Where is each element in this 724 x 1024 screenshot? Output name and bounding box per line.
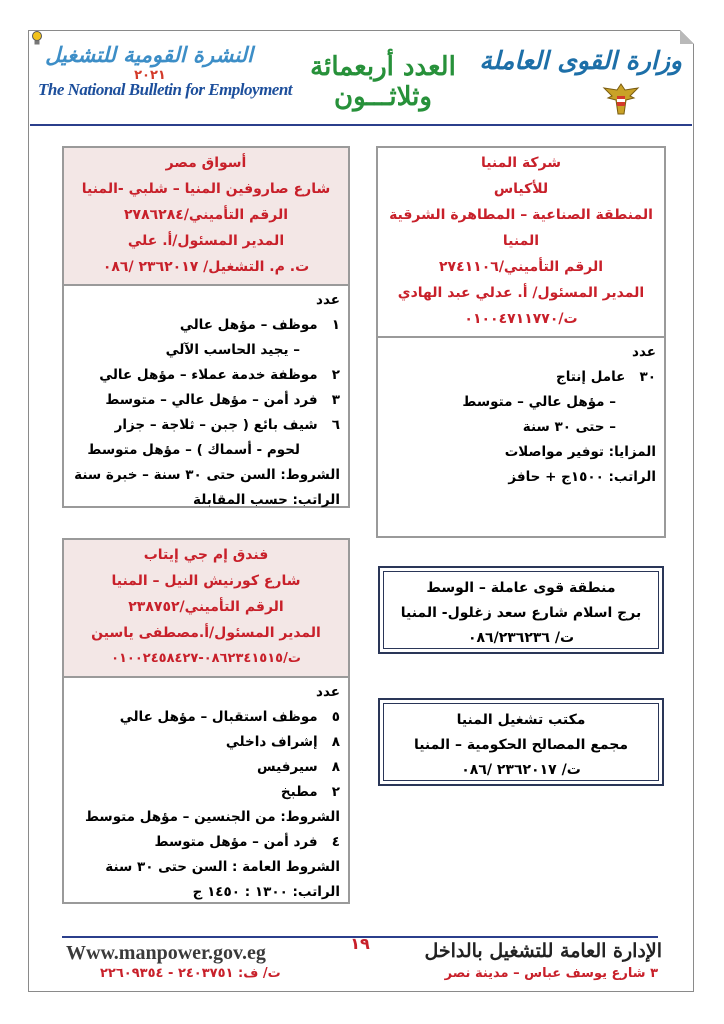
company-phone: ت/٠٨٦٢٣٤١٥١٥-٠١٠٠٢٤٥٨٤٢٧	[111, 651, 301, 666]
office-employment-inner	[383, 703, 659, 781]
job-row	[384, 365, 656, 390]
office-zone-name: منطقة قوى عاملة – الوسط	[426, 580, 616, 596]
job-count: ٨	[331, 759, 340, 775]
listing-header	[64, 148, 348, 284]
job-count: ٥	[331, 709, 340, 725]
listing-body	[378, 338, 664, 490]
job-count: ٢	[331, 784, 340, 800]
job-row	[70, 730, 340, 755]
job-title: سيرفيس	[257, 759, 318, 775]
company-address: شارع صاروفين المنيا – شلبي -المنيا	[81, 181, 331, 197]
office-zone-address: برج اسلام شارع سعد زغلول- المنيا	[400, 605, 642, 621]
ministry-title: وزارة القوى العاملة	[479, 46, 682, 75]
office-employment-name: مكتب تشغيل المنيا	[456, 712, 586, 728]
job-count: ٣	[331, 392, 340, 408]
listing-hotel	[62, 538, 350, 904]
conditions: الشروط: السن حتى ٣٠ سنة – خبرة سنة	[74, 467, 340, 483]
page-corner-fold	[680, 30, 694, 44]
office-employment-address: مجمع المصالح الحكومية – المنيا	[413, 737, 629, 753]
manager-name: المدير المسئول/ أ. عدلي عبد الهادي	[397, 285, 645, 301]
bulletin-year: ٢٠٢١	[134, 68, 166, 83]
lamp-icon	[30, 30, 44, 46]
job-count: ٨	[331, 734, 340, 750]
manager-name: المدير المسئول/أ. علي	[127, 233, 285, 249]
listing-header	[64, 540, 348, 676]
issue-title: العدد أربعمائة وثلاثـــون	[310, 52, 456, 112]
company-name: أسواق مصر	[165, 155, 247, 171]
manager-name: المدير المسئول/أ.مصطفى ياسين	[91, 625, 321, 641]
footer-address: ٣ شارع يوسف عباس – مدينة نصر	[444, 966, 658, 981]
salary: الراتب: ١٥٠٠ج + حافز	[508, 469, 656, 485]
job-title: فرد أمن – مؤهل متوسط	[154, 834, 318, 850]
job-count: ٤	[331, 834, 340, 850]
office-employment-phone: ت/ ٢٣٦٢٠١٧ /٠٨٦	[461, 762, 581, 778]
job-row: – يجيد الحاسب الآلي	[165, 342, 300, 358]
job-title: فرد أمن – مؤهل عالي – متوسط	[105, 392, 318, 408]
job-row	[70, 413, 340, 438]
insurance-number: الرقم التأميني/٢٣٨٧٥٢	[128, 599, 284, 615]
insurance-number: الرقم التأميني/٢٧٤١١٠٦	[438, 259, 603, 275]
job-row	[70, 830, 340, 855]
job-title: موظفة خدمة عملاء – مؤهل عالي	[99, 367, 318, 383]
listing-minya-bags	[376, 146, 666, 538]
office-employment-box	[378, 698, 664, 786]
office-zone-phone: ت/ ٠٨٦/٢٣٦٢٣٦	[467, 630, 575, 646]
page-number: ١٩	[350, 934, 370, 953]
job-row: – مؤهل عالي – متوسط	[462, 394, 616, 410]
job-row	[70, 780, 340, 805]
job-count: ٢	[331, 367, 340, 383]
salary: الراتب: ١٣٠٠ : ١٤٥٠ ج	[192, 884, 340, 900]
job-title: إشراف داخلي	[225, 734, 318, 750]
listing-body	[64, 286, 348, 513]
job-row	[70, 363, 340, 388]
job-title: موظف استقبال – مؤهل عالي	[119, 709, 318, 725]
listing-aswaq-misr	[62, 146, 350, 508]
general-conditions: الشروط العامة : السن حتى ٣٠ سنة	[105, 859, 340, 875]
website-link[interactable]: Www.manpower.gov.eg	[66, 942, 266, 964]
company-name: فندق إم جي إيتاب	[143, 547, 269, 563]
company-phone: ت/٠١٠٠٤٧١١٧٧٠	[464, 311, 578, 327]
job-title: مطبخ	[280, 784, 318, 800]
benefits: المزايا: توفير مواصلات	[504, 444, 656, 460]
job-title: موظف – مؤهل عالي	[179, 317, 318, 333]
footer-phone: ت/ ف: ٢٤٠٣٧٥١ - ٢٢٦٠٩٣٥٤	[100, 966, 281, 981]
count-header: عدد	[316, 684, 340, 700]
job-row	[70, 705, 340, 730]
office-zone-inner	[383, 571, 659, 649]
job-row	[70, 313, 340, 338]
insurance-number: الرقم التأميني/٢٧٨٦٢٨٤	[123, 207, 288, 223]
company-address: المنطقة الصناعية – المطاهرة الشرقية	[389, 207, 653, 223]
job-count: ٦	[331, 417, 340, 433]
listing-body	[64, 678, 348, 905]
job-row	[70, 388, 340, 413]
job-row: لحوم - أسماك ) – مؤهل متوسط	[87, 442, 300, 458]
listing-header	[378, 148, 664, 332]
bulletin-title-english: The National Bulletin for Employment	[38, 80, 293, 99]
job-count: ١	[331, 317, 340, 333]
count-header: عدد	[316, 292, 340, 308]
company-phone: ت. م. التشغيل/ ٢٣٦٢٠١٧ /٠٨٦	[102, 259, 310, 275]
company-address: شارع كورنيش النيل – المنيا	[111, 573, 301, 589]
office-zone-box	[378, 566, 664, 654]
job-title: عامل إنتاج	[556, 369, 626, 385]
conditions: الشروط: من الجنسين – مؤهل متوسط	[84, 809, 340, 825]
job-row: – حتى ٣٠ سنة	[522, 419, 616, 435]
company-name: شركة المنيا	[480, 155, 562, 171]
job-count: ٣٠	[639, 369, 656, 385]
job-title: شيف بائع ( جبن – ثلاجة – جزار	[114, 417, 318, 433]
footer-department: الإدارة العامة للتشغيل بالداخل	[424, 940, 662, 962]
eagle-emblem-icon	[600, 80, 642, 118]
job-row	[70, 755, 340, 780]
company-line2: للأكياس	[493, 181, 549, 197]
salary: الراتب: حسب المقابلة	[193, 492, 340, 508]
company-city: المنيا	[502, 233, 540, 249]
count-header: عدد	[632, 344, 656, 360]
header-divider	[30, 124, 692, 126]
bulletin-title-arabic: النشرة القومية للتشغيل	[45, 42, 253, 67]
